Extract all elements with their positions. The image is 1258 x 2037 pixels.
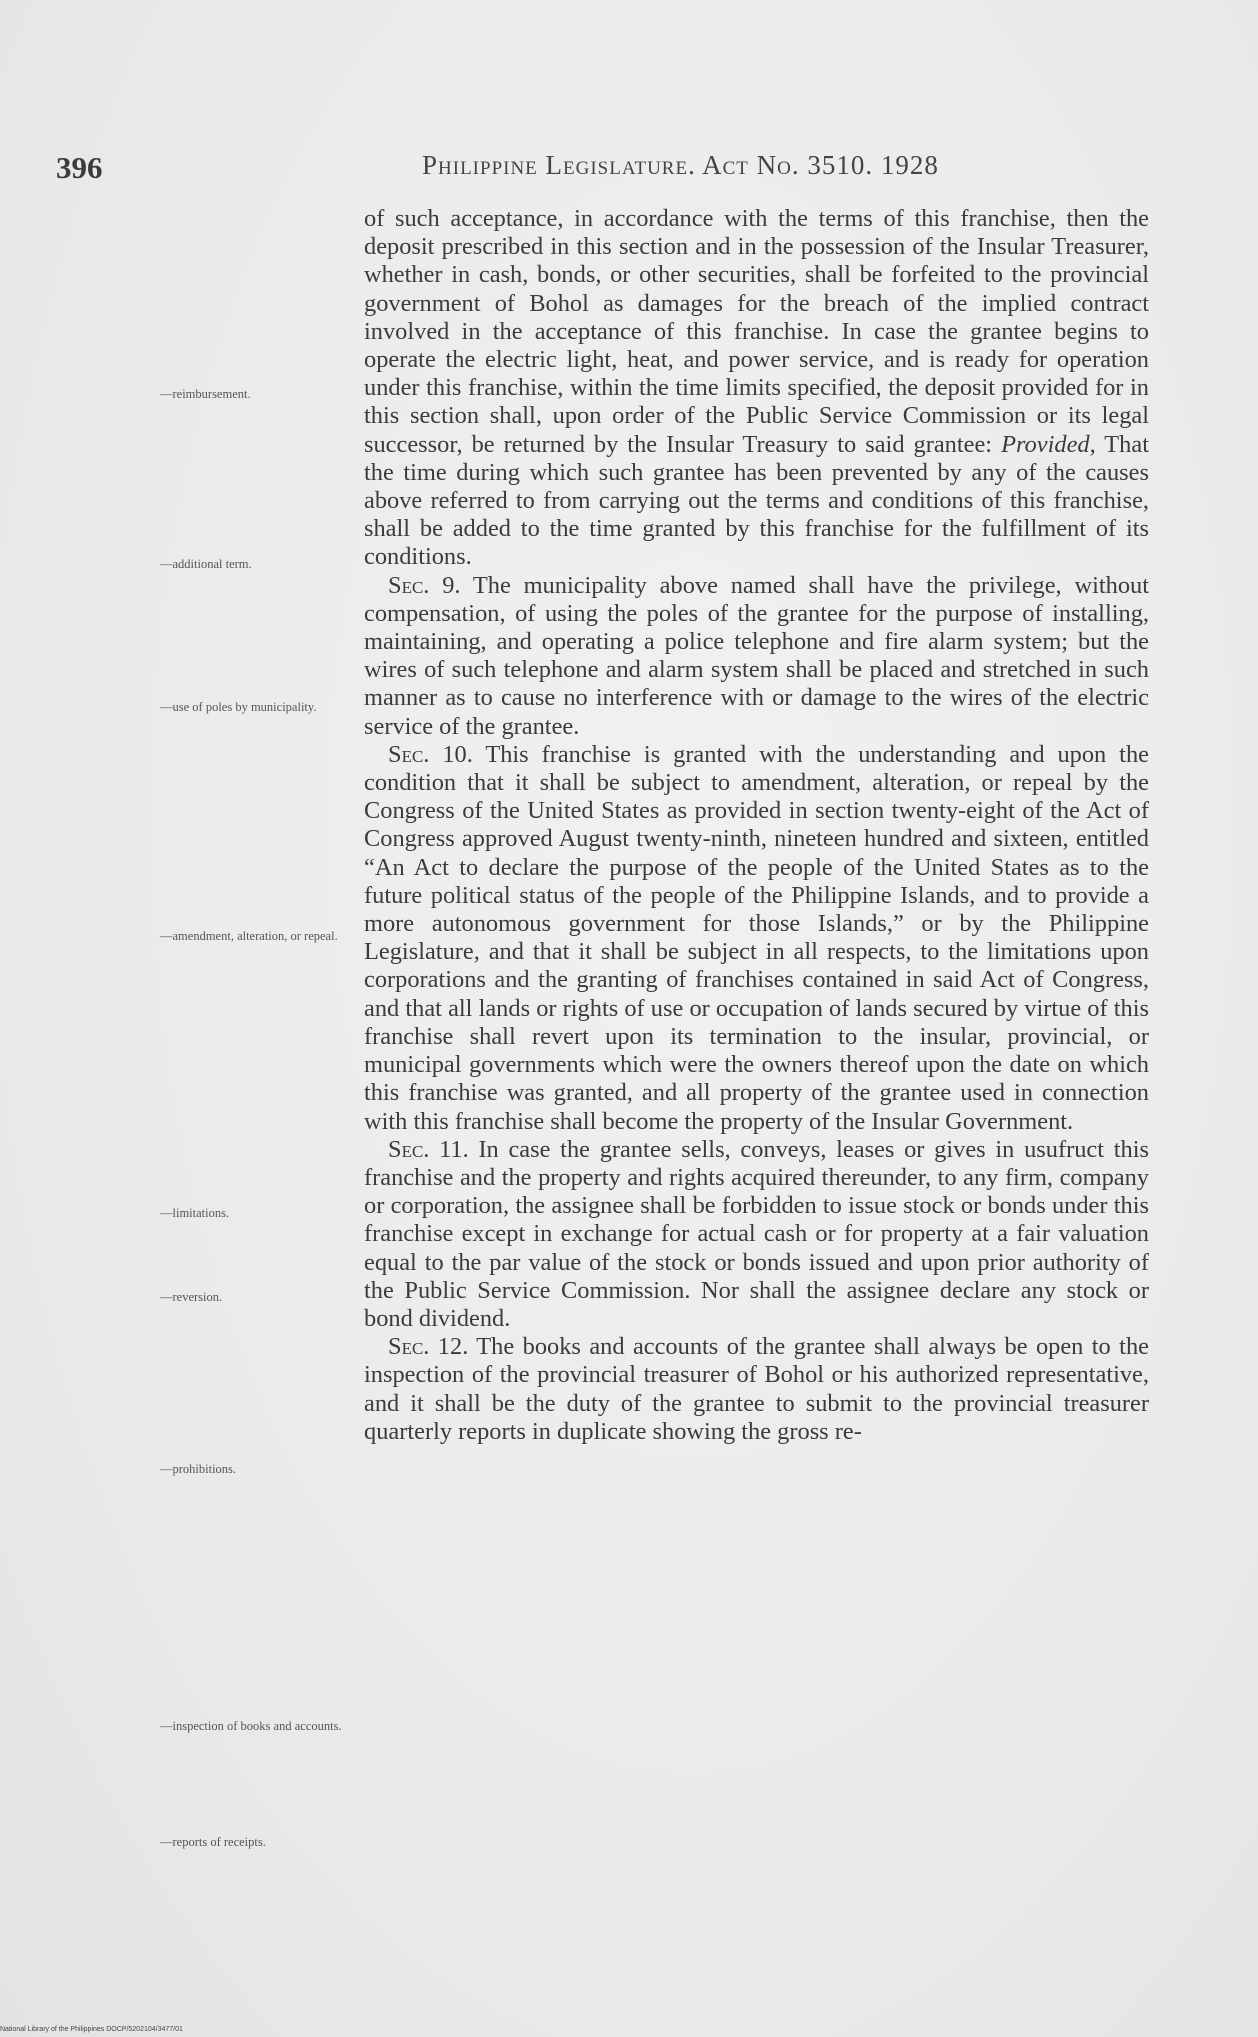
margin-note-limitations: —limitations.	[160, 1206, 230, 1220]
italic-proviso: Provided,	[1001, 430, 1096, 458]
running-head: Philippine Legislature. Act No. 3510. 1928	[422, 150, 939, 180]
section-text: This franchise is granted with the understanding and upon the condition that it shall be subject to amendment, alteration, or repeal by the Congress of the United States as provided in section twenty-eight of the Act of Congress approved August twenty-ninth, nineteen hundred and sixteen, entitled “An Act to declare the purpose of the people of the United States as to the future political status of the people of the Philippine Islands, and to provide a more autonomous government for those Islands,” or by the Philippine Legislature, and that it shall be subject in all respects, to the limitations upon corporations and the granting of franchises contained in said Act of Congress, and that all lands or rights of use or occupation of lands secured by virtue of this franchise shall revert upon its termination to the insular, provincial, or municipal governments which were the owners thereof upon the date on which this franchise was granted, and all property of the grantee used in connection with this franchise shall become the property of the Insular Government.	[364, 740, 1149, 1135]
margin-note-additional-term: —additional term.	[160, 557, 252, 571]
text-run: of such acceptance, in accordance with the terms of this franchise, then the deposit prescribed in this section and in the possession of the Insular Treasurer, whether in cash, bonds, or other securities, shall be forfeited to the provincial government of Bohol as damages for the breach of the implied contract involved in the acceptance of this franchise. In case the grantee begins to operate the electric light, heat, and power service, and is ready for operation under this franchise, within the time limits specified, the deposit provided for in this section shall, upon order of the Public Service Commission or its legal successor, be returned by the Insular Treasury to said grantee:	[364, 205, 1149, 458]
margin-note-reimbursement: —reimbursement.	[160, 387, 251, 401]
margin-note-amendment: —amendment, alteration, or repeal.	[160, 929, 338, 943]
section-9	[364, 572, 1149, 741]
archive-footer: National Library of the Philippines DOCP/5202104/3477/01	[0, 2026, 183, 2033]
section-label: Sec. 11.	[388, 1135, 469, 1163]
paragraph-continuation	[364, 205, 1149, 572]
section-text: In case the grantee sells, conveys, leases or gives in usufruct this franchise and the property and rights acquired thereunder, to any firm, company or corporation, the assignee shall be forbidden to issue stock or bonds under this franchise except in exchange for actual cash or for property at a fair valuation equal to the par value of the stock or bonds issued and upon prior authority of the Public Service Commission. Nor shall the assignee declare any stock or bond dividend.	[364, 1135, 1149, 1332]
margin-note-reversion: —reversion.	[160, 1290, 223, 1304]
margin-note-reports: —reports of receipts.	[160, 1835, 266, 1849]
margin-note-inspection: —inspection of books and accounts.	[160, 1719, 342, 1733]
body-text	[364, 205, 1149, 1446]
section-label: Sec. 12.	[388, 1333, 469, 1361]
section-10	[364, 741, 1149, 1136]
section-text: The books and accounts of the grantee shall always be open to the inspection of the provincial treasurer of Bohol or his authorized representative, and it shall be the duty of the grantee to submit to the provincial treasurer quarterly reports in duplicate showing the gross re-	[364, 1333, 1149, 1445]
section-text: The municipality above named shall have the privilege, without compensation, of using the poles of the grantee for the purpose of installing, maintaining, and operating a police telephone and fire alarm system; but the wires of such telephone and alarm system shall be placed and stretched in such manner as to cause no interference with or damage to the wires of the electric service of the grantee.	[364, 571, 1149, 740]
section-11	[364, 1136, 1149, 1333]
margin-note-use-of-poles: —use of poles by municipality.	[160, 700, 317, 714]
text-run: That the time during which such grantee has been prevented by any of the causes above referred to from carrying out the terms and conditions of this franchise, shall be added to the time granted by this franchise for the fulfillment of its conditions.	[364, 430, 1149, 571]
page-number: 396	[56, 150, 103, 185]
section-label: Sec. 9.	[388, 571, 461, 599]
margin-note-prohibitions: —prohibitions.	[160, 1462, 237, 1476]
section-12	[364, 1333, 1149, 1446]
section-label: Sec. 10.	[388, 740, 473, 768]
